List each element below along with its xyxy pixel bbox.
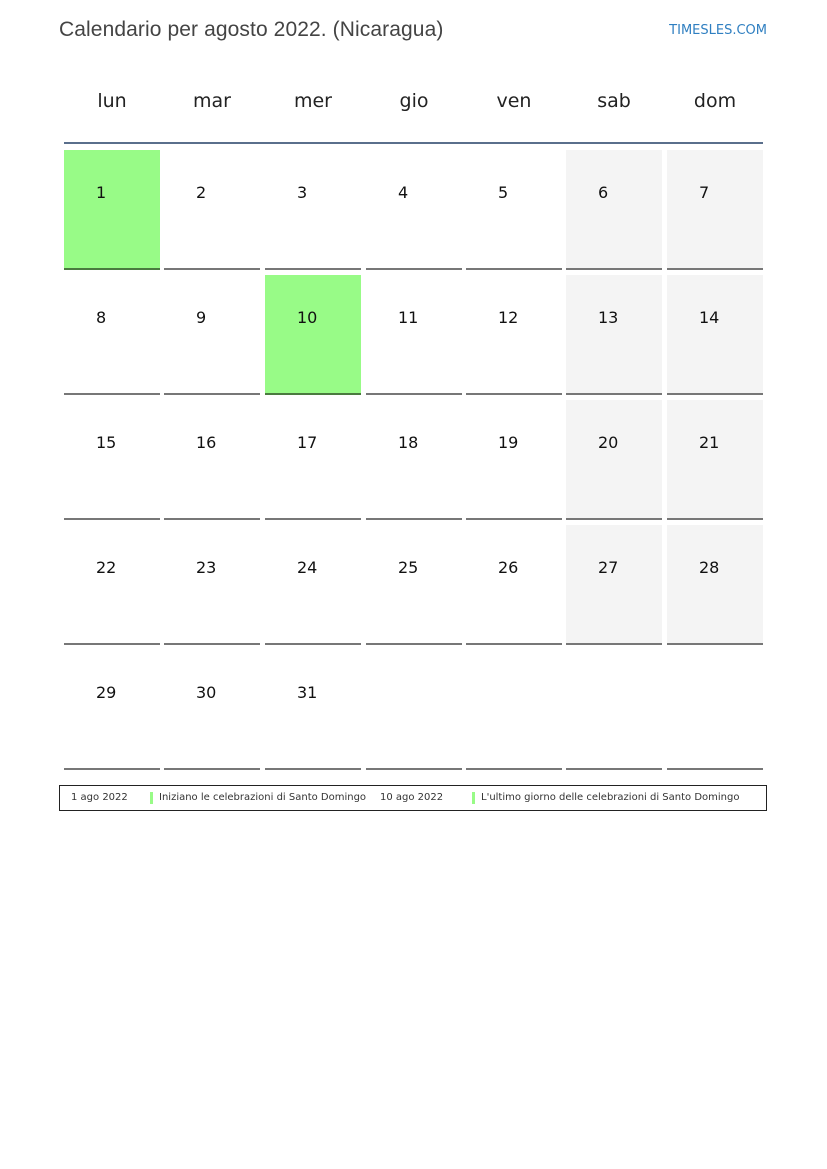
legend-text: L'ultimo giorno delle celebrazioni di Santo Domingo (481, 792, 740, 803)
page-title: Calendario per agosto 2022. (Nicaragua) (59, 18, 444, 41)
holiday-color-marker (150, 792, 153, 804)
day-number: 1 (96, 183, 107, 202)
day-number: 29 (96, 683, 117, 702)
day-cell (265, 650, 361, 770)
day-cell (366, 400, 462, 520)
day-cell (466, 275, 562, 395)
weekday-label: sab (597, 90, 631, 112)
day-number: 26 (498, 558, 519, 577)
day-number: 2 (196, 183, 207, 202)
day-number: 21 (699, 433, 720, 452)
day-cell (64, 650, 160, 770)
day-number: 24 (297, 558, 318, 577)
holiday-legend (59, 785, 767, 811)
day-number: 5 (498, 183, 509, 202)
day-number: 31 (297, 683, 318, 702)
day-number: 13 (598, 308, 619, 327)
day-number: 20 (598, 433, 619, 452)
day-number: 30 (196, 683, 217, 702)
day-cell (667, 400, 763, 520)
weekday-label: ven (496, 90, 532, 112)
day-cell (667, 150, 763, 270)
day-cell (466, 400, 562, 520)
day-number: 22 (96, 558, 117, 577)
day-cell (466, 150, 562, 270)
weekday-header (64, 90, 763, 120)
day-number: 11 (398, 308, 419, 327)
day-cell (366, 150, 462, 270)
day-cell (566, 525, 662, 645)
day-cell (265, 150, 361, 270)
empty-day-cell (366, 650, 462, 770)
holiday-color-marker (472, 792, 475, 804)
holiday-day-cell (64, 150, 160, 270)
legend-date: 10 ago 2022 (380, 792, 444, 803)
day-number: 25 (398, 558, 419, 577)
day-cell (566, 150, 662, 270)
day-number: 6 (598, 183, 609, 202)
day-cell (366, 525, 462, 645)
day-number: 8 (96, 308, 107, 327)
day-number: 12 (498, 308, 519, 327)
day-cell (566, 400, 662, 520)
empty-day-cell (667, 650, 763, 770)
weekday-label: lun (97, 90, 127, 112)
day-number: 17 (297, 433, 318, 452)
day-number: 9 (196, 308, 207, 327)
weekday-label: gio (399, 90, 429, 112)
holiday-day-cell (265, 275, 361, 395)
day-cell (164, 650, 260, 770)
empty-day-cell (466, 650, 562, 770)
legend-text: Iniziano le celebrazioni di Santo Domingo (159, 792, 367, 803)
day-number: 3 (297, 183, 308, 202)
empty-day-cell (566, 650, 662, 770)
day-number: 19 (498, 433, 519, 452)
brand-link[interactable]: TIMESLES.COM (669, 23, 767, 38)
day-number: 4 (398, 183, 409, 202)
day-cell (265, 400, 361, 520)
day-number: 18 (398, 433, 419, 452)
day-number: 14 (699, 308, 720, 327)
day-number: 15 (96, 433, 117, 452)
weekday-label: mer (293, 90, 332, 112)
day-cell (164, 525, 260, 645)
day-cell (64, 275, 160, 395)
day-number: 10 (297, 308, 318, 327)
day-number: 7 (699, 183, 710, 202)
weekday-label: mar (193, 90, 231, 112)
weekday-label: dom (693, 90, 737, 112)
day-number: 28 (699, 558, 720, 577)
day-cell (64, 400, 160, 520)
legend-date: 1 ago 2022 (71, 792, 128, 803)
day-cell (366, 275, 462, 395)
day-cell (466, 525, 562, 645)
day-cell (164, 150, 260, 270)
header-divider (64, 142, 763, 144)
day-cell (265, 525, 361, 645)
day-number: 23 (196, 558, 217, 577)
day-cell (566, 275, 662, 395)
day-number: 16 (196, 433, 217, 452)
day-cell (64, 525, 160, 645)
day-cell (667, 525, 763, 645)
day-cell (164, 275, 260, 395)
day-number: 27 (598, 558, 619, 577)
day-cell (164, 400, 260, 520)
day-cell (667, 275, 763, 395)
